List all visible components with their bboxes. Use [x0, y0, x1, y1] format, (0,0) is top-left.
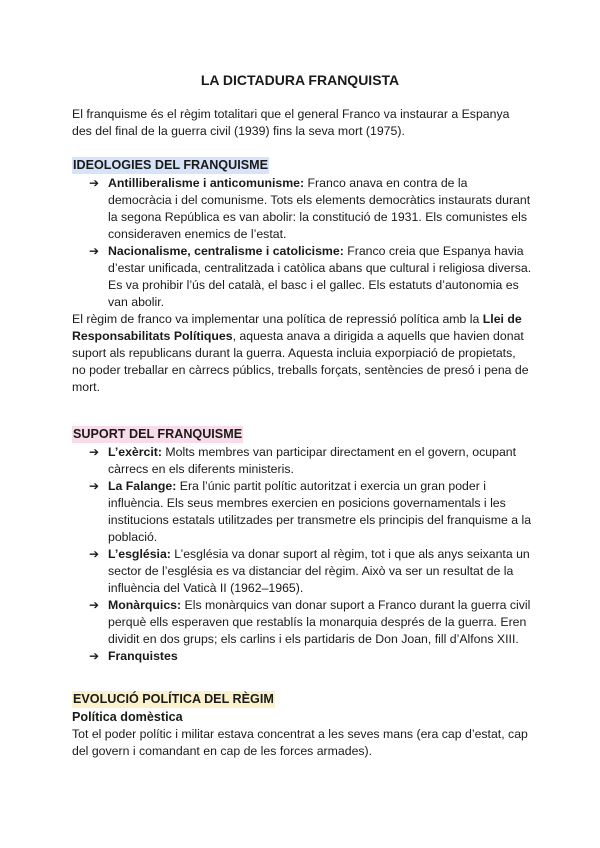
evolucio-paragraph: Tot el poder polític i militar estava concentrat a les seves mans (era cap d’estat, cap del govern i comandant en cap de les forces armades).	[72, 727, 528, 758]
law-name: Llei de Responsabilitats Polítiques	[72, 312, 522, 343]
list-item	[72, 444, 532, 478]
section-evolucio	[72, 690, 532, 760]
ideologies-list	[72, 175, 532, 311]
section-ideologies	[72, 156, 532, 396]
arrow-bullet-icon: ➔	[89, 244, 100, 258]
arrow-bullet-icon: ➔	[89, 445, 100, 459]
repression-text-pre: El règim de franco va implementar una política de repressió política amb la	[72, 312, 483, 326]
list-item	[72, 597, 532, 648]
item-term: Nacionalisme, centralisme i catolicisme:	[108, 244, 344, 258]
item-text: Molts membres van participar directament en el govern, ocupant càrrecs en els diferents ministeris.	[108, 445, 517, 476]
repression-paragraph	[72, 311, 532, 396]
arrow-bullet-icon: ➔	[89, 547, 100, 561]
document-title: LA DICTADURA FRANQUISTA	[200, 72, 400, 88]
item-term: L’exèrcit:	[108, 445, 162, 459]
arrow-bullet-icon: ➔	[89, 649, 100, 663]
repression-text-post: , aquesta anava a dirigida a aquells que havien donat suport als republicans durant la guerra. Aquesta incluia exporpiació de propietats, no poder treballar en càrrecs públics, treballs forçats, sentències de presó i pena de mort.	[72, 329, 529, 394]
section-suport	[72, 425, 532, 665]
arrow-bullet-icon: ➔	[89, 598, 100, 612]
item-text: Franco creia que Espanya havia d’estar unificada, centralitzada i catòlica abans que cultural i religiosa diversa.	[108, 244, 532, 275]
item-term: Franquistes	[108, 649, 178, 663]
subheading-politica-domestica: Política domèstica	[72, 710, 183, 724]
intro-paragraph: El franquisme és el règim totalitari que el general Franco va instaurar a Espanya des del final de la guerra civil (1939) fins la seva mort (1975).	[72, 107, 510, 138]
section-heading-ideologies: IDEOLOGIES DEL FRANQUISME	[73, 158, 268, 172]
item-text: L’església va donar suport al règim, tot i que als anys seixanta un sector de l’església es va distanciar del règim. Això va ser un resultat de la influència del Vaticà II (1962–1965).	[108, 547, 530, 595]
suport-list	[72, 444, 532, 665]
arrow-bullet-icon: ➔	[89, 176, 100, 190]
list-item	[72, 546, 532, 597]
list-item	[72, 175, 532, 243]
arrow-bullet-icon: ➔	[89, 479, 100, 493]
item-text: Franco anava en contra de la democràcia i del comunisme. Tots els elements democràtics instaurats durant la segona República es van abolir: la constitució de 1931. Els comunistes els consideraven enemics de l’estat.	[108, 176, 531, 241]
item-term: Antilliberalisme i anticomunisme:	[108, 176, 305, 190]
item-text: Els monàrquics van donar suport a Franco durant la guerra civil perquè ells esperaven que restablís la monarquia després de la guerra. Eren dividit en dos grups; els carlins i els partidaris de Don Joan, fill d’Alfons XIII.	[108, 598, 531, 646]
list-item	[72, 478, 532, 546]
list-item	[72, 648, 532, 665]
section-heading-evolucio: EVOLUCIÓ POLÍTICA DEL RÈGIM	[73, 692, 274, 706]
list-item	[72, 243, 532, 311]
item-term: Monàrquics:	[108, 598, 182, 612]
item-term: L’església:	[108, 547, 171, 561]
item-text: Era l’únic partit polític autoritzat i exercia un gran poder i influència. Els seus membres exercien en posicions governamentals i les institucions estatals utilitzades per transmetre els principis del franquisme a la població.	[108, 479, 532, 544]
section-heading-suport: SUPORT DEL FRANQUISME	[73, 427, 243, 441]
item-extra-text: Es va prohibir l’ús del català, el basc i el gallec. Els estatuts d’autonomia es van abolir.	[108, 278, 519, 309]
item-term: La Falange:	[108, 479, 177, 493]
